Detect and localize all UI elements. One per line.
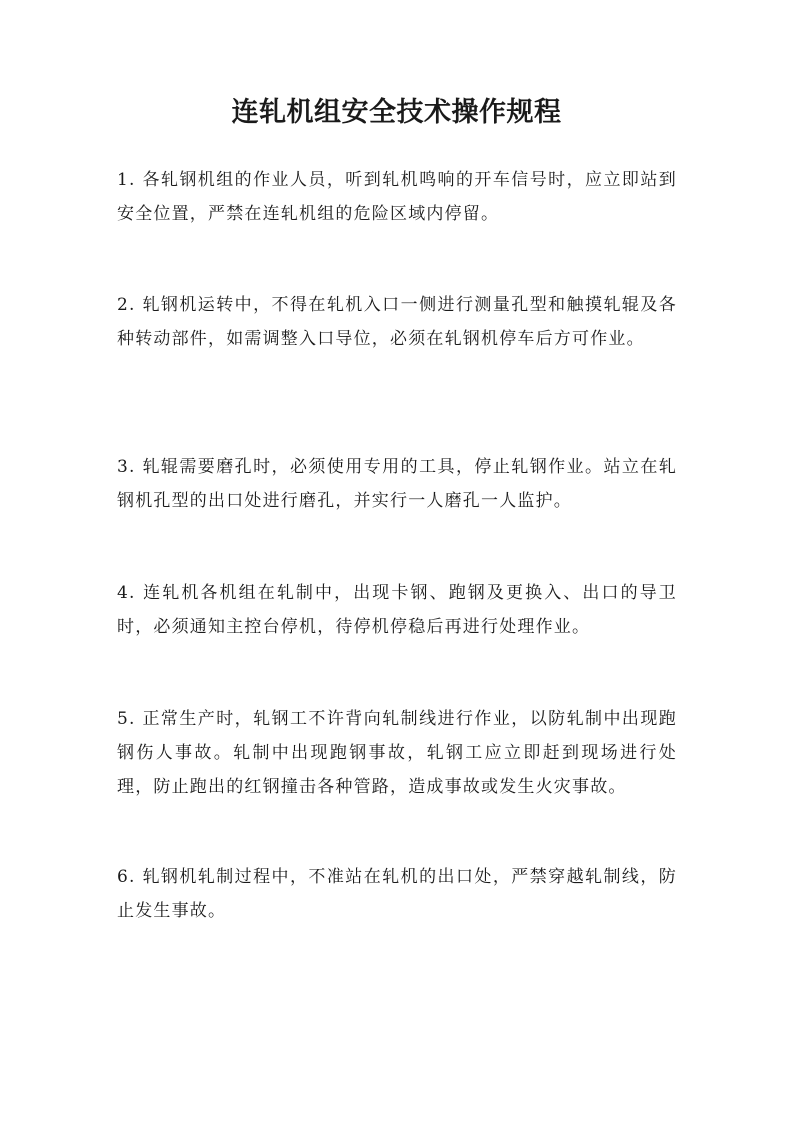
paragraph-4: 4. 连轧机各机组在轧制中，出现卡钢、跑钢及更换入、出口的导卫时，必须通知主控台停机，待停机停稳后再进行处理作业。 (117, 583, 677, 637)
paragraph-1: 1. 各轧钢机组的作业人员，听到轧机鸣响的开车信号时，应立即站到安全位置，严禁在连轧机组的危险区域内停留。 (117, 170, 677, 224)
document-title: 连轧机组安全技术操作规程 (231, 97, 562, 128)
paragraph-5: 5. 正常生产时，轧钢工不许背向轧制线进行作业，以防轧制中出现跑钢伤人事故。轧制中出现跑钢事故，轧钢工应立即赶到现场进行处理，防止跑出的红钢撞击各种管路，造成事故或发生火灾事故。 (117, 709, 677, 797)
paragraph-2: 2. 轧钢机运转中，不得在轧机入口一侧进行测量孔型和触摸轧辊及各种转动部件，如需调整入口导位，必须在轧钢机停车后方可作业。 (117, 295, 677, 349)
paragraph-3: 3. 轧辊需要磨孔时，必须使用专用的工具，停止轧钢作业。站立在轧钢机孔型的出口处进行磨孔，并实行一人磨孔一人监护。 (117, 457, 677, 511)
paragraph-6: 6. 轧钢机轧制过程中，不准站在轧机的出口处，严禁穿越轧制线，防止发生事故。 (117, 867, 677, 921)
